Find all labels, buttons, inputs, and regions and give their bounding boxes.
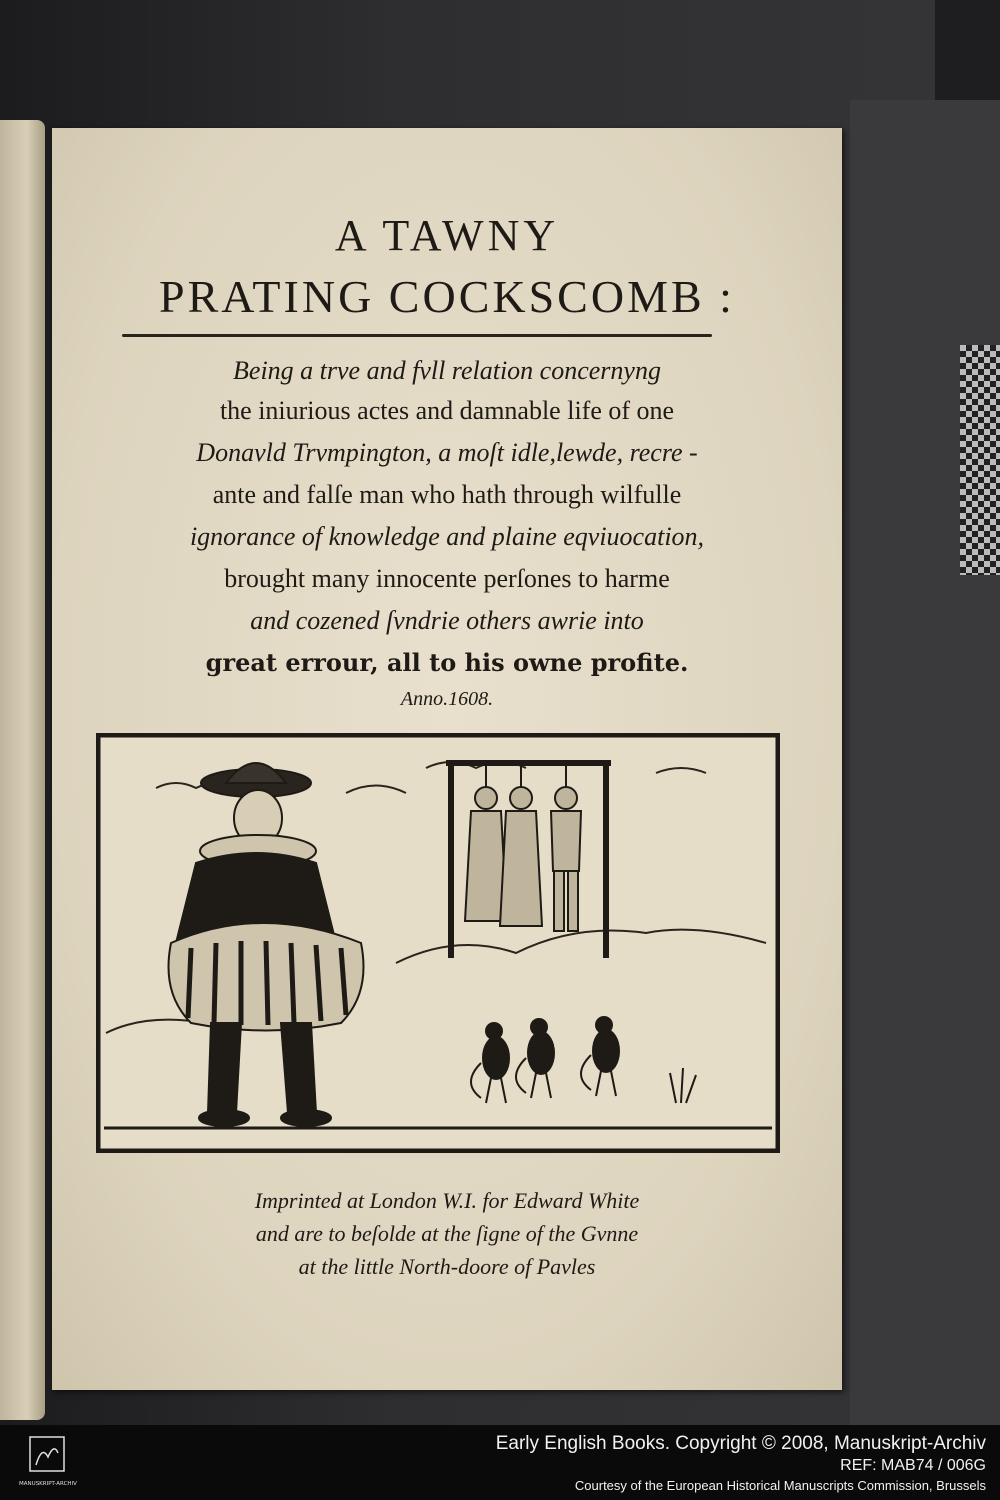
title-page [52,128,842,1390]
left-page-edge [0,120,45,1420]
title-rule [122,334,712,337]
imprint-line-1: Imprinted at London W.I. for Edward White [254,1188,640,1213]
back-cover [850,100,1000,1425]
subtitle-line-1: Being a trve and fvll relation concernyng [233,356,661,385]
imprint-line-3: at the little North-doore of Pavles [298,1254,596,1279]
subtitle-line-8: great errour, all to his owne profite. [205,648,689,677]
imprint-line-2: and are to beſolde at the ſigne of the Gvnne [255,1221,639,1246]
footer-courtesy: Courtesy of the European Historical Manuscripts Commission, Brussels [574,1478,986,1493]
woodcut-illustration [96,733,780,1153]
footer-reference: REF: MAB74 / 006G [840,1457,986,1474]
calibration-checker [960,345,1000,575]
footer-copyright: Early English Books. Copyright © 2008, Manuskript-Archiv [495,1433,986,1454]
title-line-2: PRATING COCKSCOMB : [159,271,735,322]
logo-caption: MANUSKRIPT-ARCHIV [19,1481,77,1487]
title-line-1: A TAWNY [334,211,560,260]
subtitle-line-2: the iniurious actes and damnable life of one [219,396,675,425]
subtitle-line-6: brought many innocente perſones to harme [224,564,670,593]
subtitle-line-7: and cozened ſvndrie others awrie into [250,606,644,635]
subtitle-line-4: ante and falſe man who hath through wilfulle [212,480,682,509]
subtitle-line-5: ignorance of knowledge and plaine eqviuocation, [189,522,705,551]
anno-date: Anno.1608. [400,688,494,710]
subtitle-line-3: Donavld Trvmpington, a moſt idle,lewde, recre - [196,438,698,467]
archive-logo-icon [18,1433,78,1493]
